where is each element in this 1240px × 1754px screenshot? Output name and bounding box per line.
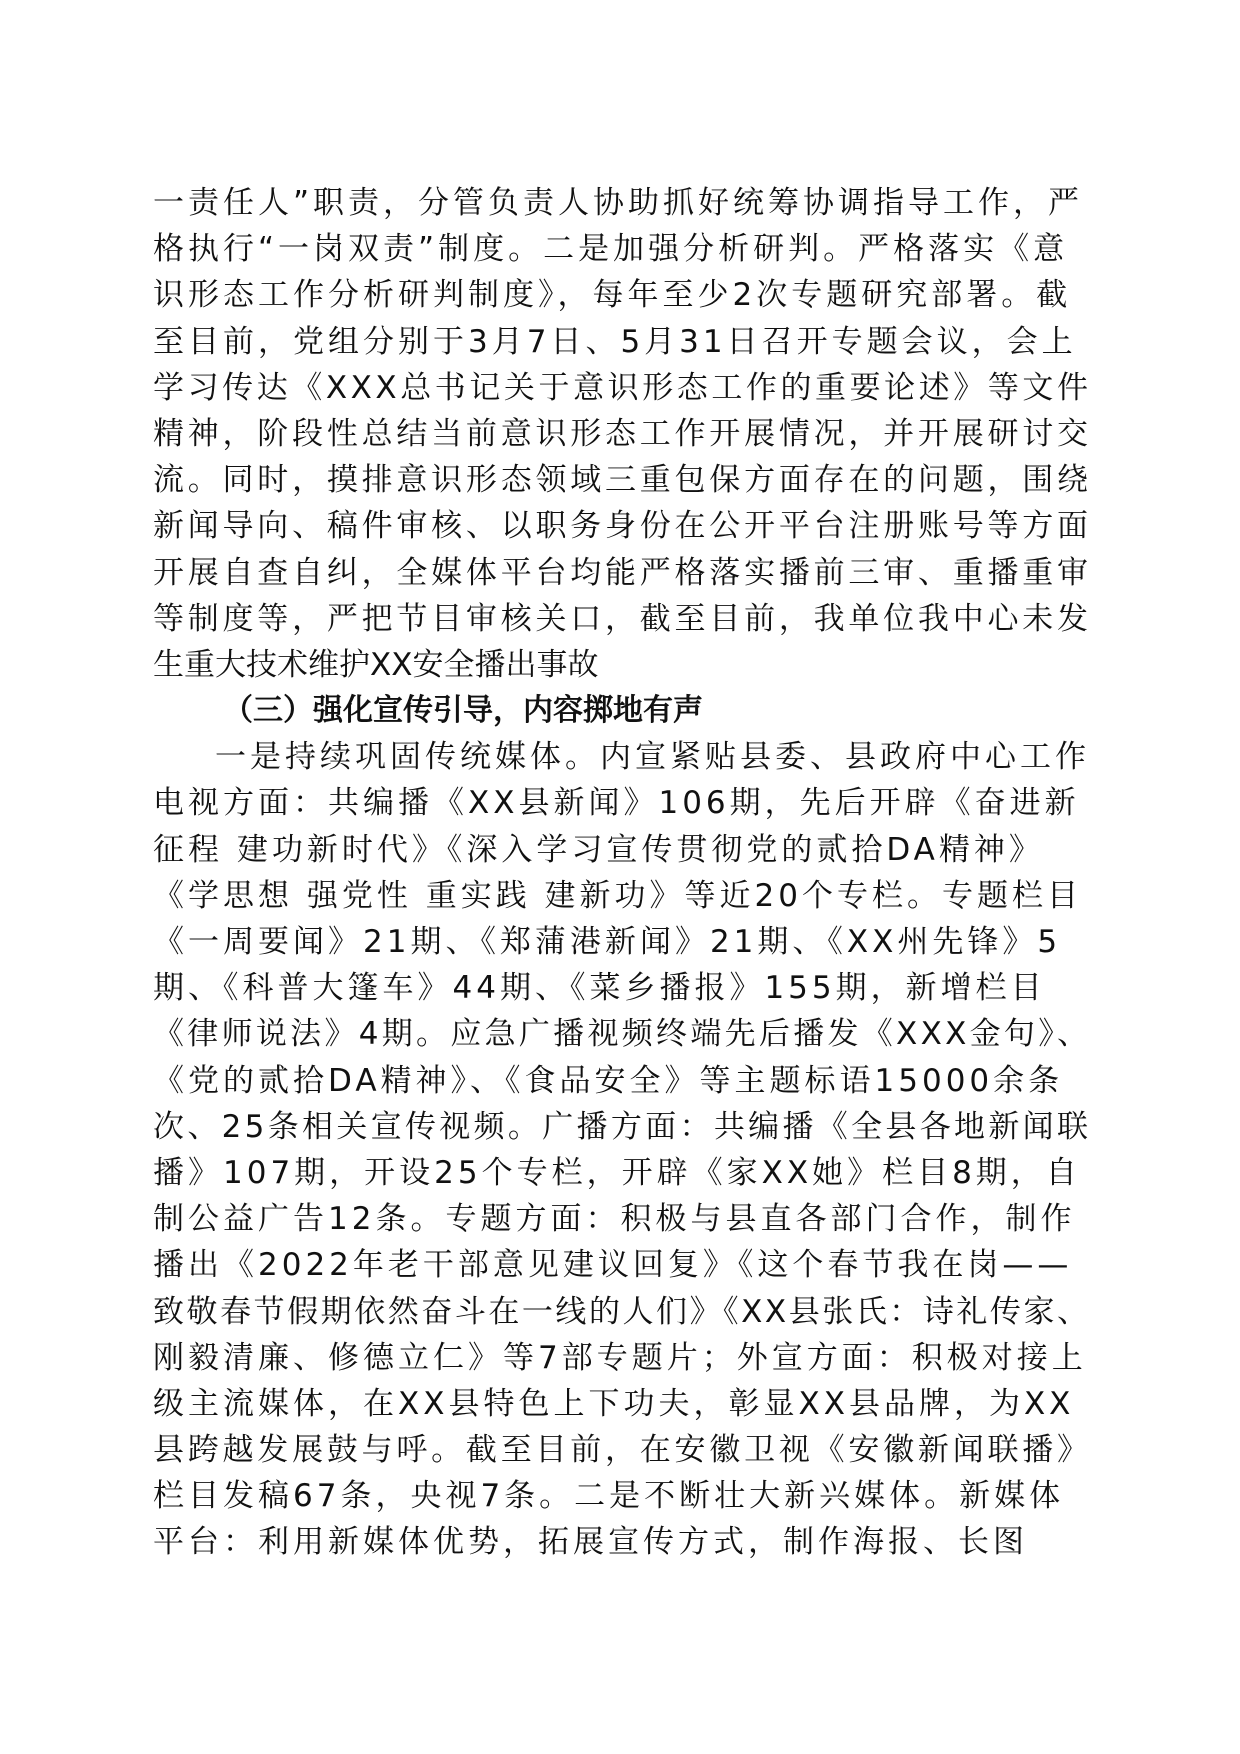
paragraph-line: 刚毅清廉、修德立仁》等7部专题片；外宣方面：积极对接上 xyxy=(153,1339,1087,1376)
paragraph-line: 播出《2022年老干部意见建议回复》《这个春节我在岗—— xyxy=(153,1247,1073,1284)
paragraph-line: 生重大技术维护XX安全播出事故 xyxy=(153,646,599,683)
paragraph-line: 期、《科普大篷车》44期、《菜乡播报》155期，新增栏目 xyxy=(153,970,1046,1007)
section-heading: （三）强化宣传引导，内容掷地有声 xyxy=(223,693,703,729)
paragraph-line: 流。同时，摸排意识形态领域三重包保方面存在的问题，围绕 xyxy=(153,462,1092,499)
paragraph-line: 《党的贰拾DA精神》、《食品安全》等主题标语15000余条 xyxy=(153,1062,1064,1099)
paragraph-line: 识形态工作分析研判制度》，每年至少2次专题研究部署。截 xyxy=(153,277,1072,314)
paragraph-line: 《一周要闻》21期、《郑蒲港新闻》21期、《XX州先锋》5 xyxy=(153,924,1062,960)
paragraph-line: 制公益广告12条。专题方面：积极与县直各部门合作，制作 xyxy=(153,1201,1076,1238)
paragraph-line: 《学思想 强党性 重实践 建新功》等近20个专栏。专题栏目 xyxy=(153,877,1083,914)
paragraph-line: 播》107期，开设25个专栏，开辟《家XX她》栏目8期，自 xyxy=(153,1154,1081,1191)
paragraph-line: 栏目发稿67条，央视7条。二是不断壮大新兴媒体。新媒体 xyxy=(153,1478,1065,1515)
document-body xyxy=(153,180,1092,1566)
paragraph-line: 开展自查自纠，全媒体平台均能严格落实播前三审、重播重审 xyxy=(153,554,1092,591)
paragraph-line: 等制度等，严把节目审核关口，截至目前，我单位我中心未发 xyxy=(153,600,1092,637)
paragraph-line: 县跨越发展鼓与呼。截至目前，在安徽卫视《安徽新闻联播》 xyxy=(153,1432,1092,1469)
paragraph-line: 电视方面：共编播《XX县新闻》106期，先后开辟《奋进新 xyxy=(153,785,1080,822)
paragraph-line: 精神，阶段性总结当前意识形态工作开展情况，并开展研讨交 xyxy=(153,415,1092,452)
paragraph-line: 学习传达《XXX总书记关于意识形态工作的重要论述》等文件 xyxy=(153,369,1092,406)
paragraph-line: 征程 建功新时代》《深入学习宣传贯彻党的贰拾DA精神》 xyxy=(153,831,1044,868)
paragraph-line: 致敬春节假期依然奋斗在一线的人们》《XX县张氏：诗礼传家、 xyxy=(153,1293,1091,1330)
paragraph-line: 级主流媒体，在XX县特色上下功夫，彰显XX县品牌，为XX xyxy=(153,1385,1075,1422)
paragraph-line: 一是持续巩固传统媒体。内宣紧贴县委、县政府中心工作 xyxy=(215,739,1090,776)
paragraph-line: 格执行“一岗双责”制度。二是加强分析研判。严格落实《意 xyxy=(153,231,1069,268)
paragraph-line: 平台：利用新媒体优势，拓展宣传方式，制作海报、长图 xyxy=(153,1524,1028,1561)
paragraph-line: 次、25条相关宣传视频。广播方面：共编播《全县各地新闻联 xyxy=(153,1108,1092,1145)
paragraph-line: 新闻导向、稿件审核、以职务身份在公开平台注册账号等方面 xyxy=(153,508,1092,545)
paragraph-line: 一责任人”职责，分管负责人协助抓好统筹协调指导工作，严 xyxy=(153,185,1084,221)
paragraph-line: 至目前，党组分别于3月7日、5月31日召开专题会议，会上 xyxy=(153,323,1077,360)
paragraph-line: 《律师说法》4期。应急广播视频终端先后播发《XXX金句》、 xyxy=(153,1016,1092,1053)
